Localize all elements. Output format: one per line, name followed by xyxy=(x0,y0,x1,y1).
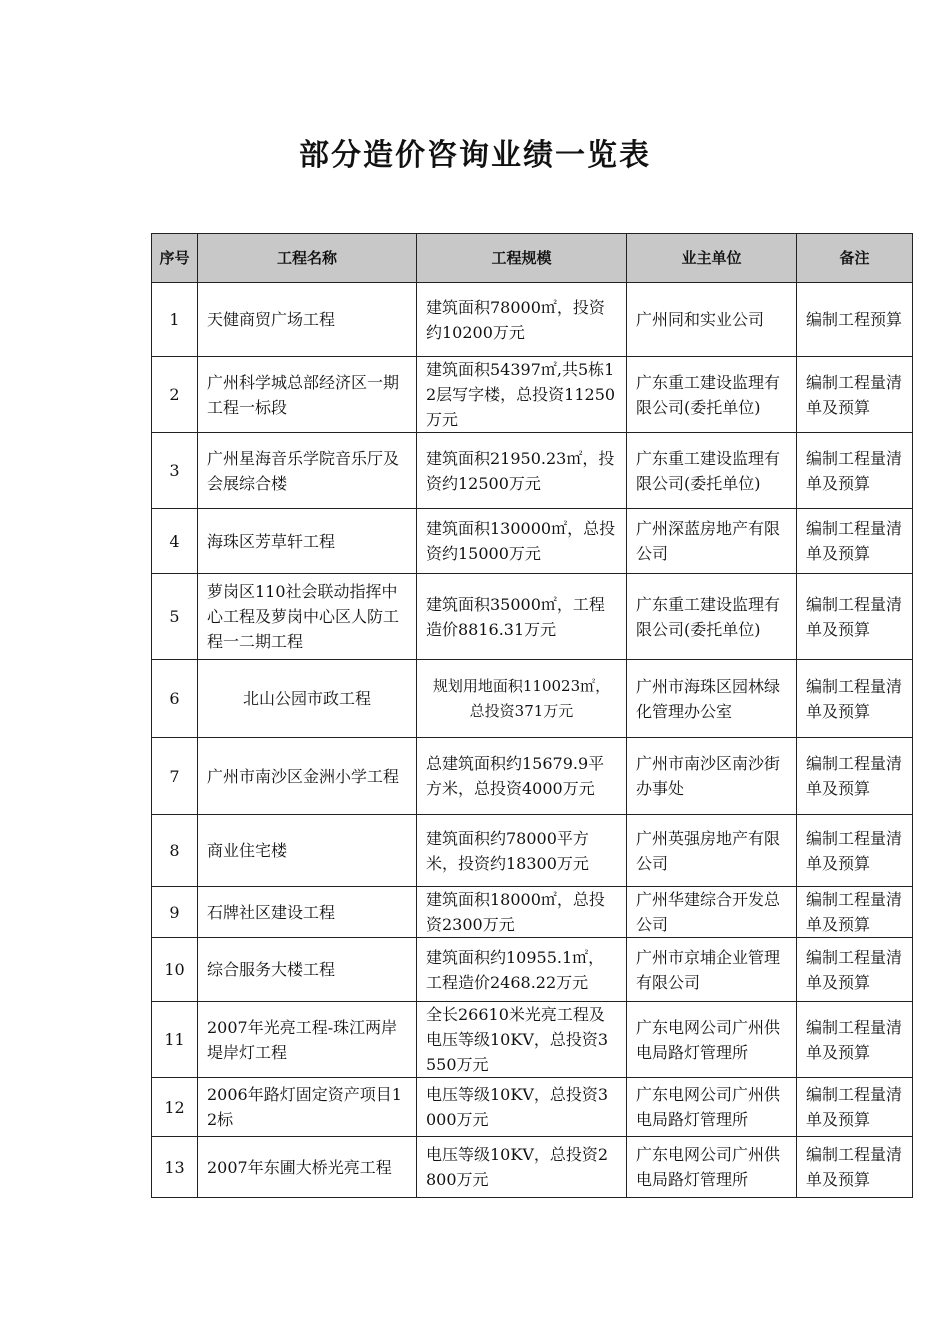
table-row xyxy=(152,1137,913,1198)
project-scale: 建筑面积18000㎡，总投资2300万元 xyxy=(417,887,627,938)
header-project-scale: 工程规模 xyxy=(417,234,627,283)
row-index: 3 xyxy=(152,433,198,509)
header-project-name: 工程名称 xyxy=(198,234,417,283)
note: 编制工程量清单及预算 xyxy=(797,433,913,509)
note: 编制工程量清单及预算 xyxy=(797,1002,913,1078)
project-name: 北山公园市政工程 xyxy=(198,660,417,738)
project-scale: 建筑面积35000㎡，工程造价8816.31万元 xyxy=(417,574,627,660)
row-index: 6 xyxy=(152,660,198,738)
project-name: 2007年光亮工程-珠江两岸堤岸灯工程 xyxy=(198,1002,417,1078)
owner-unit: 广州市南沙区南沙街办事处 xyxy=(627,738,797,815)
project-name: 广州科学城总部经济区一期工程一标段 xyxy=(198,357,417,433)
project-name: 广州星海音乐学院音乐厅及会展综合楼 xyxy=(198,433,417,509)
project-scale: 建筑面积约10955.1㎡，工程造价2468.22万元 xyxy=(417,938,627,1002)
row-index: 7 xyxy=(152,738,198,815)
project-name: 天健商贸广场工程 xyxy=(198,283,417,357)
note: 编制工程量清单及预算 xyxy=(797,509,913,574)
project-scale: 总建筑面积约15679.9平方米，总投资4000万元 xyxy=(417,738,627,815)
project-name: 商业住宅楼 xyxy=(198,815,417,887)
row-index: 4 xyxy=(152,509,198,574)
table-row xyxy=(152,357,913,433)
note: 编制工程量清单及预算 xyxy=(797,357,913,433)
table-row xyxy=(152,815,913,887)
table-row xyxy=(152,433,913,509)
header-row xyxy=(152,234,913,283)
note: 编制工程量清单及预算 xyxy=(797,574,913,660)
owner-unit: 广东电网公司广州供电局路灯管理所 xyxy=(627,1078,797,1137)
header-index: 序号 xyxy=(152,234,198,283)
table-row xyxy=(152,660,913,738)
performance-table xyxy=(151,233,913,1198)
owner-unit: 广州同和实业公司 xyxy=(627,283,797,357)
project-name: 石牌社区建设工程 xyxy=(198,887,417,938)
note: 编制工程量清单及预算 xyxy=(797,887,913,938)
project-name: 综合服务大楼工程 xyxy=(198,938,417,1002)
owner-unit: 广东重工建设监理有限公司(委托单位) xyxy=(627,357,797,433)
project-scale: 建筑面积78000㎡，投资约10200万元 xyxy=(417,283,627,357)
header-owner: 业主单位 xyxy=(627,234,797,283)
row-index: 13 xyxy=(152,1137,198,1198)
note: 编制工程量清单及预算 xyxy=(797,1137,913,1198)
row-index: 2 xyxy=(152,357,198,433)
project-scale: 电压等级10KV，总投资3000万元 xyxy=(417,1078,627,1137)
project-scale: 规划用地面积110023㎡，总投资371万元 xyxy=(417,660,627,738)
row-index: 12 xyxy=(152,1078,198,1137)
owner-unit: 广东电网公司广州供电局路灯管理所 xyxy=(627,1002,797,1078)
owner-unit: 广东电网公司广州供电局路灯管理所 xyxy=(627,1137,797,1198)
project-scale: 建筑面积约78000平方米，投资约18300万元 xyxy=(417,815,627,887)
table-row xyxy=(152,938,913,1002)
project-name: 广州市南沙区金洲小学工程 xyxy=(198,738,417,815)
table-row xyxy=(152,574,913,660)
owner-unit: 广州英强房地产有限公司 xyxy=(627,815,797,887)
row-index: 8 xyxy=(152,815,198,887)
owner-unit: 广州市京埔企业管理有限公司 xyxy=(627,938,797,1002)
project-scale: 全长26610米光亮工程及电压等级10KV，总投资3550万元 xyxy=(417,1002,627,1078)
table-row xyxy=(152,1002,913,1078)
note: 编制工程预算 xyxy=(797,283,913,357)
table-row xyxy=(152,738,913,815)
page-title: 部分造价咨询业绩一览表 xyxy=(299,138,651,173)
project-name: 萝岗区110社会联动指挥中心工程及萝岗中心区人防工程一二期工程 xyxy=(198,574,417,660)
project-scale: 建筑面积21950.23㎡，投资约12500万元 xyxy=(417,433,627,509)
project-name: 2006年路灯固定资产项目12标 xyxy=(198,1078,417,1137)
note: 编制工程量清单及预算 xyxy=(797,1078,913,1137)
note: 编制工程量清单及预算 xyxy=(797,815,913,887)
header-note: 备注 xyxy=(797,234,913,283)
owner-unit: 广州华建综合开发总公司 xyxy=(627,887,797,938)
owner-unit: 广东重工建设监理有限公司(委托单位) xyxy=(627,433,797,509)
note: 编制工程量清单及预算 xyxy=(797,660,913,738)
row-index: 9 xyxy=(152,887,198,938)
row-index: 11 xyxy=(152,1002,198,1078)
project-name: 2007年东圃大桥光亮工程 xyxy=(198,1137,417,1198)
table-row xyxy=(152,1078,913,1137)
project-scale: 建筑面积54397㎡,共5栋12层写字楼，总投资11250万元 xyxy=(417,357,627,433)
row-index: 5 xyxy=(152,574,198,660)
note: 编制工程量清单及预算 xyxy=(797,938,913,1002)
note: 编制工程量清单及预算 xyxy=(797,738,913,815)
row-index: 10 xyxy=(152,938,198,1002)
owner-unit: 广州深蓝房地产有限公司 xyxy=(627,509,797,574)
table-row xyxy=(152,283,913,357)
row-index: 1 xyxy=(152,283,198,357)
project-scale: 电压等级10KV，总投资2800万元 xyxy=(417,1137,627,1198)
owner-unit: 广州市海珠区园林绿化管理办公室 xyxy=(627,660,797,738)
table-row xyxy=(152,509,913,574)
table-row xyxy=(152,887,913,938)
project-scale: 建筑面积130000㎡，总投资约15000万元 xyxy=(417,509,627,574)
owner-unit: 广东重工建设监理有限公司(委托单位) xyxy=(627,574,797,660)
project-name: 海珠区芳草轩工程 xyxy=(198,509,417,574)
